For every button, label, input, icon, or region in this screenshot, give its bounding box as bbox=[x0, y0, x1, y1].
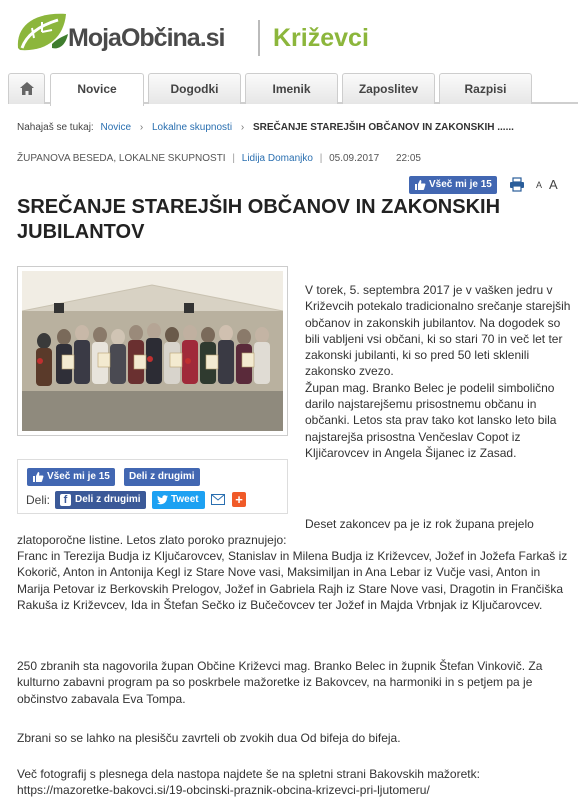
leaf-logo-icon[interactable] bbox=[12, 8, 70, 56]
logo-text[interactable] bbox=[68, 24, 224, 53]
couples-list: Franc in Terezija Budja iz Ključarovcev, Stanislav in Milena Budja iz Križevcev, Jožef in Jožefa Farkaš iz Kokorič, Anton in Antonija Kegl iz Stare Nove vasi, Maksimiljan in Ana Lebar iz Vučje vasi, Anton in Marija Petovar iz Berkovskih Prelogov, Jožef in Gabriela Rajh iz Stare Nove vasi, Dragotin in Frančiška Rakuša iz Križevcev, Ida in Štefan Sečko iz Bučečovcev ter Jožef in Majda Vrbnjak iz Ključarovcev. bbox=[17, 549, 568, 612]
home-icon bbox=[19, 81, 35, 96]
facebook-like-button[interactable] bbox=[409, 176, 497, 194]
tab-novice[interactable]: Novice bbox=[50, 73, 144, 106]
logo-divider bbox=[258, 20, 260, 56]
facebook-share-button[interactable]: Deli z drugimi bbox=[124, 468, 200, 486]
article-categories: ŽUPANOVA BESEDA, LOKALNE SKUPNOSTI bbox=[17, 153, 226, 164]
breadcrumb-item-lokalne-skupnosti[interactable]: Lokalne skupnosti bbox=[151, 122, 233, 133]
article-meta bbox=[17, 153, 421, 164]
city-name[interactable]: Križevci bbox=[273, 24, 369, 52]
breadcrumb-separator: › bbox=[240, 122, 245, 133]
tab-zaposlitev[interactable]: Zaposlitev bbox=[342, 73, 435, 104]
facebook-like-button[interactable] bbox=[27, 468, 115, 486]
external-link[interactable]: https://mazoretke-bakovci.si/19-obcinski-praznik-obcina-krizevci-pri-ljutomeru/ bbox=[17, 783, 430, 797]
more-share-button[interactable]: + bbox=[232, 492, 246, 507]
breadcrumb bbox=[17, 122, 514, 133]
twitter-bird-icon bbox=[157, 495, 168, 505]
tab-dogodki[interactable]: Dogodki bbox=[148, 73, 241, 104]
article-intro bbox=[305, 282, 573, 461]
deli-label: Deli z drugimi bbox=[75, 494, 141, 505]
facebook-icon: f bbox=[60, 494, 71, 506]
article-title: SREČANJE STAREJŠIH OBČANOV IN ZAKONSKIH JUBILANTOV bbox=[17, 196, 501, 243]
breadcrumb-current: SREČANJE STAREJŠIH OBČANOV IN ZAKONSKIH ...... bbox=[252, 122, 514, 133]
article-photo[interactable] bbox=[22, 271, 283, 431]
breadcrumb-prefix: Nahajaš se tukaj: bbox=[17, 122, 94, 133]
main-nav bbox=[8, 73, 578, 104]
paragraph-2: 250 zbranih sta nagovorila župan Občine Križevci mag. Branko Belec in župnik Štefan Vinkovič. Za kulturno zabavni program pa so poskrbele mažoretke iz Bakovcev, na harmoniki in s petjem pa je občinstvo zabavala Eva Tompa. bbox=[17, 659, 543, 706]
article-photo-frame[interactable] bbox=[17, 266, 288, 436]
font-decrease-button[interactable]: A bbox=[536, 180, 543, 190]
share-label: Deli: bbox=[26, 493, 51, 507]
article-time: 22:05 bbox=[395, 153, 421, 164]
logo-suffix: .si bbox=[199, 24, 225, 52]
facebook-deli-button[interactable] bbox=[55, 491, 146, 509]
like-label: Všeč mi je 15 bbox=[47, 471, 110, 482]
tab-imenik[interactable]: Imenik bbox=[245, 73, 338, 104]
share-box bbox=[17, 459, 288, 514]
paragraph-3: Zbrani so se lahko na plesišču zavrteli ob zvokih dua Od bifeja do bifeja. bbox=[17, 731, 401, 745]
logo-main: MojaObčina bbox=[68, 24, 200, 52]
email-icon[interactable] bbox=[211, 494, 225, 505]
thumbs-up-icon bbox=[414, 179, 426, 191]
like-label: Všeč mi je 15 bbox=[429, 179, 492, 190]
tab-razpisi[interactable]: Razpisi bbox=[439, 73, 532, 104]
site-header bbox=[0, 0, 584, 70]
paragraph-4: Več fotografij s plesnega dela nastopa najdete še na spletni strani Bakovskih mažoretk: bbox=[17, 767, 480, 781]
tweet-label: Tweet bbox=[171, 494, 199, 505]
paragraph-start: Deset zakoncev pa je iz rok župana prejelo bbox=[305, 517, 534, 531]
print-icon[interactable] bbox=[509, 177, 525, 192]
intro-paragraph: V torek, 5. septembra 2017 je v vašken jedru v Križevcih potekalo tradicionalno srečanje starejših občanov in zakonskih jubilantov. Na dogodek so bili vabljeni vsi občani, ki so stari 70 in več let ter zakonski jubilanti, ki so pred 50 leti sklenili zakonsko zvezo. bbox=[305, 283, 571, 379]
breadcrumb-separator: › bbox=[139, 122, 144, 133]
meta-divider: | bbox=[319, 153, 323, 164]
paragraph-rest: zlatoporočne listine. Letos zlato poroko praznujejo: bbox=[17, 533, 287, 547]
tweet-button[interactable] bbox=[152, 491, 205, 509]
font-increase-button[interactable]: A bbox=[549, 177, 558, 192]
meta-divider: | bbox=[232, 153, 235, 164]
thumbs-up-icon bbox=[32, 471, 44, 483]
tab-home[interactable] bbox=[8, 73, 45, 104]
intro-paragraph-2: Župan mag. Branko Belec je podelil simbolično darilo najstarejšemu prisostnemu občanu in občanki. Letos sta prav tako kot lansko leto bila najstarejša prisostna Venčeslav Copot iz Kljičarovcev in Angela Šijanec iz Zasad. bbox=[305, 380, 557, 460]
breadcrumb-item-novice[interactable]: Novice bbox=[100, 122, 132, 133]
article-date: 05.09.2017 bbox=[329, 153, 380, 164]
article-author[interactable]: Lidija Domanjko bbox=[241, 153, 313, 164]
